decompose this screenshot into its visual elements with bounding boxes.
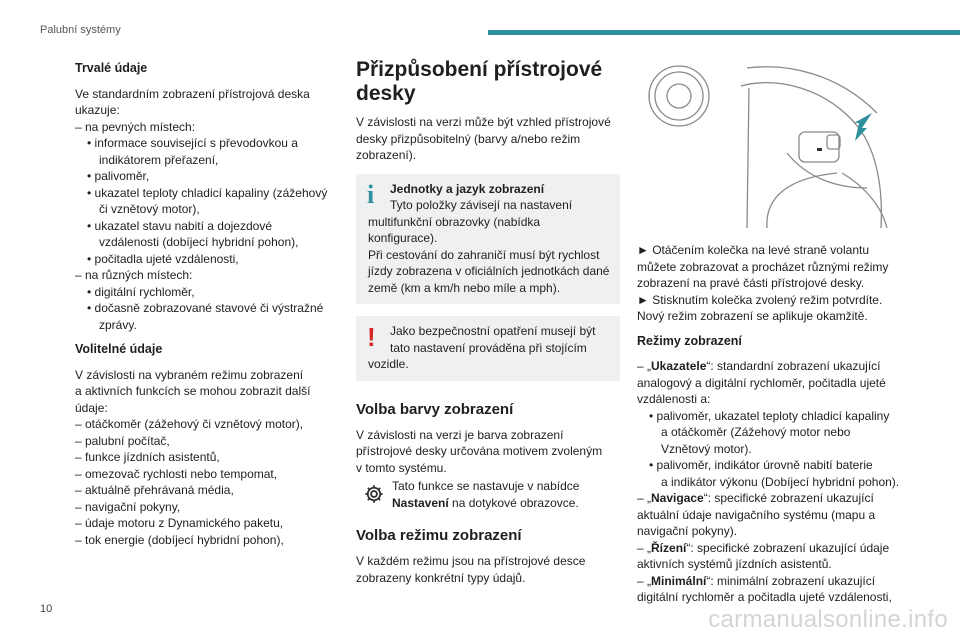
info-box-line: multifunkční obrazovky (nabídka konfigurace). bbox=[368, 214, 541, 245]
section-title-line1: Přizpůsobení přístrojové bbox=[356, 58, 603, 81]
column-3 bbox=[637, 58, 907, 606]
steering-wheel-illustration bbox=[637, 58, 907, 228]
gear-icon bbox=[356, 478, 392, 510]
bullet-line: • palivoměr, ukazatel teploty chladicí kapaliny bbox=[649, 408, 890, 423]
text-line: V závislosti na vybraném režimu zobrazení bbox=[75, 367, 304, 382]
bullet-line: • informace související s převodovkou a bbox=[87, 136, 298, 150]
settings-note-line: Tato funkce se nastavuje v nabídce bbox=[392, 479, 580, 493]
text-line: V každém režimu jsou na přístrojové desce bbox=[356, 554, 586, 568]
text-line: zobrazeny konkrétní typy údajů. bbox=[356, 570, 526, 585]
bullet-line: a indikátor výkonu (Dobíjecí hybridní pohon). bbox=[661, 474, 900, 489]
text-line: ► Otáčením kolečka na levé straně volantu bbox=[637, 243, 869, 257]
text-line: desky přizpůsobitelný (barvy a/nebo režim bbox=[356, 131, 581, 146]
mode-desc: “: specifické zobrazení ukazující údaje bbox=[686, 540, 890, 555]
settings-menu-name: Nastavení bbox=[392, 495, 449, 510]
bullet-line: Vznětový motor). bbox=[661, 441, 752, 456]
bullet-line: • digitální rychloměr, bbox=[87, 284, 195, 299]
watermark: carmanualsonline.info bbox=[708, 606, 948, 633]
text-line: – tok energie (dobíjecí hybridní pohon), bbox=[75, 532, 284, 547]
info-box-line: Tyto položky závisejí na nastavení bbox=[390, 198, 573, 212]
heading-optional-data: Volitelné údaje bbox=[75, 342, 163, 356]
text-line: zobrazení). bbox=[356, 148, 417, 162]
mode-line bbox=[637, 573, 907, 590]
bullet-line: vzdálenosti (dobíjecí hybridní pohon), bbox=[99, 235, 299, 249]
text-line: v tomto systému. bbox=[356, 460, 447, 475]
text-line: V závislosti na verzi může být vzhled přístrojové bbox=[356, 115, 611, 129]
mode-desc: “: specifické zobrazení ukazující bbox=[703, 491, 874, 505]
text-line: aktuální údaje navigačního systému (mapu a bbox=[637, 507, 876, 522]
column-1 bbox=[75, 60, 340, 548]
text-line: ukazuje: bbox=[75, 103, 120, 117]
section-title-line2: desky bbox=[356, 82, 416, 105]
heading-color-selection: Volba barvy zobrazení bbox=[356, 400, 514, 418]
header-accent-bar bbox=[488, 30, 960, 35]
dash: – „ bbox=[637, 359, 652, 373]
settings-note-line bbox=[392, 495, 579, 512]
text-line: – palubní počítač, bbox=[75, 433, 170, 448]
bullet-line: a otáčkoměr (Zážehový motor nebo bbox=[661, 425, 851, 439]
text-line: aktivních systémů jízdních asistentů. bbox=[637, 557, 832, 571]
bullet-line: či vznětový motor), bbox=[99, 202, 200, 216]
arrow-icon bbox=[854, 113, 872, 141]
bullet-line: • ukazatel stavu nabití a dojezdové bbox=[87, 218, 272, 233]
bullet-line: zprávy. bbox=[99, 317, 137, 332]
heading-mode-selection: Volba režimu zobrazení bbox=[356, 527, 522, 544]
mode-line bbox=[637, 358, 907, 375]
mode-name: Navigace bbox=[651, 491, 704, 505]
mode-desc: “: standardní zobrazení ukazující bbox=[706, 359, 881, 373]
dash: – „ bbox=[637, 540, 652, 555]
bullet-line: • palivoměr, bbox=[87, 169, 150, 183]
warning-box bbox=[356, 316, 620, 381]
text-line: vzdálenosti a: bbox=[637, 392, 711, 406]
heading-permanent-data: Trvalé údaje bbox=[75, 61, 148, 75]
text-line: – navigační pokyny, bbox=[75, 499, 181, 514]
warning-box-line: tato nastavení prováděna při stojícím bbox=[390, 340, 587, 355]
text-line: Ve standardním zobrazení přístrojová deska bbox=[75, 86, 310, 101]
text-line: – omezovač rychlosti nebo tempomat, bbox=[75, 466, 278, 481]
text-line: V závislosti na verzi je barva zobrazení bbox=[356, 427, 564, 442]
text-line: analogový a digitální rychloměr, počitadla ujeté bbox=[637, 375, 886, 390]
bullet-line: indikátorem přeřazení, bbox=[99, 152, 219, 167]
bullet-line: • dočasně zobrazované stavové či výstražné bbox=[87, 301, 324, 315]
text-line: – údaje motoru z Dynamického paketu, bbox=[75, 516, 284, 530]
text-line: – aktuálně přehrávaná média, bbox=[75, 483, 234, 497]
text-line: zobrazení na pravé části přístrojové desky. bbox=[637, 276, 865, 290]
text-line: Nový režim zobrazení se aplikuje okamžitě. bbox=[637, 309, 868, 323]
settings-note bbox=[356, 478, 620, 511]
mode-line bbox=[637, 490, 907, 507]
warning-icon: ! bbox=[367, 322, 376, 352]
dash: – „ bbox=[637, 573, 652, 588]
info-box-line: jízdy zobrazena v oficiálních jednotkách dané bbox=[368, 264, 610, 278]
info-icon: i bbox=[367, 179, 375, 209]
text-line: a aktivních funkcích se mohou zobrazit další bbox=[75, 384, 311, 398]
bullet-line: • ukazatel teploty chladicí kapaliny (zážehový bbox=[87, 185, 328, 200]
mode-name: Řízení bbox=[651, 540, 687, 555]
dash: – „ bbox=[637, 491, 652, 505]
page-number: 10 bbox=[40, 603, 53, 615]
text-line: ► Stisknutím kolečka zvolený režim potvrdíte. bbox=[637, 292, 883, 307]
warning-box-line: vozidle. bbox=[368, 357, 409, 371]
info-box-title: Jednotky a jazyk zobrazení bbox=[390, 181, 545, 196]
warning-box-line: Jako bezpečnostní opatření musejí být bbox=[390, 324, 596, 338]
mode-name: Ukazatele bbox=[651, 359, 707, 373]
text-line: údaje: bbox=[75, 400, 108, 415]
text-line: – funkce jízdních asistentů, bbox=[75, 450, 220, 464]
settings-note-rest: na dotykové obrazovce. bbox=[448, 495, 579, 510]
text-line: – na různých místech: bbox=[75, 268, 193, 282]
bullet-line: • počitadla ujeté vzdálenosti, bbox=[87, 251, 239, 266]
mode-name: Minimální bbox=[651, 573, 707, 588]
mode-desc: “: minimální zobrazení ukazující bbox=[706, 573, 876, 588]
mode-line bbox=[637, 540, 907, 557]
text-line: přístrojové desky určována motivem zvoleným bbox=[356, 444, 603, 458]
info-box-line: Při cestování do zahraničí musí být rychlost bbox=[368, 247, 600, 262]
column-2 bbox=[356, 58, 620, 586]
info-box bbox=[356, 174, 620, 305]
heading-display-modes: Režimy zobrazení bbox=[637, 333, 742, 348]
text-line: – otáčkoměr (zážehový či vznětový motor), bbox=[75, 417, 304, 431]
bullet-line: • palivoměr, indikátor úrovně nabití baterie bbox=[649, 458, 873, 472]
info-box-line: země (km a km/h nebo míle a mph). bbox=[368, 280, 561, 295]
text-line: můžete zobrazovat a procházet různými režimy bbox=[637, 259, 889, 274]
text-line: digitální rychloměr a počitadla ujeté vzdálenosti, bbox=[637, 590, 892, 604]
text-line: – na pevných místech: bbox=[75, 119, 196, 134]
section-title bbox=[356, 58, 620, 106]
running-header: Palubní systémy bbox=[40, 24, 121, 36]
text-line: navigační pokyny). bbox=[637, 524, 738, 538]
